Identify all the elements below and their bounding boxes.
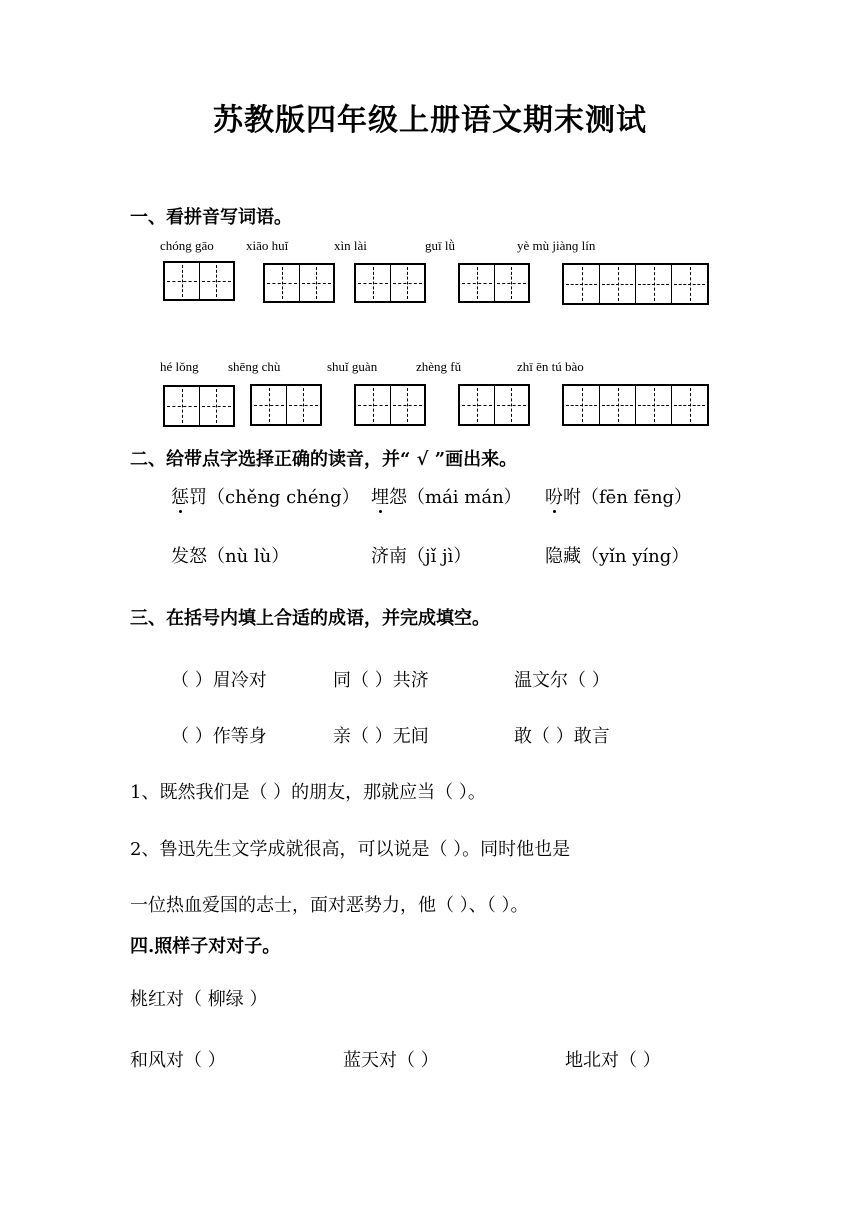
pronunciation-item[interactable]: [545, 483, 692, 509]
dotted-char: 吩: [545, 487, 563, 508]
dotted-char: 惩: [171, 487, 189, 508]
dotted-char: 埋: [371, 487, 389, 508]
pinyin-label: chóng gāo: [160, 238, 214, 253]
pinyin-label: yè mù jiànɡ lín: [517, 238, 596, 253]
section-3-heading: 三、在括号内填上合适的成语，并完成填空。: [130, 608, 490, 629]
writing-grid[interactable]: [263, 263, 335, 303]
idiom-blank[interactable]: 温文尔（ ）: [514, 670, 610, 691]
pinyin-label: zhī ēn tú bào: [517, 359, 584, 374]
pronunciation-item[interactable]: [171, 483, 360, 509]
fill-sentence-2[interactable]: 2、鲁迅先生文学成就很高，可以说是（ ）。同时他也是: [130, 839, 571, 860]
section-2-heading: 二、给带点字选择正确的读音，并“ √ ”画出来。: [130, 449, 518, 470]
writing-grid[interactable]: [562, 384, 709, 426]
pronunciation-item[interactable]: 隐藏（yǐn yíng）: [545, 546, 690, 567]
couplet-example: 桃红对（ 柳绿 ）: [130, 989, 268, 1010]
writing-grid[interactable]: [163, 261, 235, 301]
pronunciation-options: 怨（mái mán）: [389, 487, 522, 508]
fill-sentence-2-cont[interactable]: 一位热血爱国的志士，面对恶势力，他（ ）、（ ）。: [130, 895, 529, 916]
writing-grid[interactable]: [163, 385, 235, 427]
couplet-blank[interactable]: 和风对（ ）: [130, 1050, 226, 1071]
pronunciation-options: 罚（chěng chéng）: [189, 487, 360, 508]
writing-grid[interactable]: [354, 263, 426, 303]
fill-sentence-1[interactable]: 1、既然我们是（ ）的朋友，那就应当（ ）。: [130, 782, 486, 803]
idiom-blank[interactable]: （ ）作等身: [171, 726, 267, 747]
section-4-heading: 四.照样子对对子。: [130, 936, 281, 957]
pinyin-label: shēng chù: [228, 359, 281, 374]
page-title: 苏教版四年级上册语文期末测试: [213, 103, 647, 138]
pinyin-label: guī lǜ: [425, 238, 455, 253]
pronunciation-item[interactable]: [371, 483, 522, 509]
idiom-blank[interactable]: 亲（ ）无间: [333, 726, 429, 747]
idiom-blank[interactable]: 敢（ ）敢言: [514, 726, 610, 747]
pinyin-label: xìn lài: [334, 238, 367, 253]
writing-grid[interactable]: [458, 263, 530, 303]
writing-grid[interactable]: [458, 384, 530, 426]
idiom-blank[interactable]: 同（ ）共济: [333, 670, 429, 691]
couplet-blank[interactable]: 蓝天对（ ）: [343, 1050, 439, 1071]
pronunciation-options: 咐（fēn fēng）: [563, 487, 693, 508]
idiom-blank[interactable]: （ ）眉冷对: [171, 670, 267, 691]
writing-grid[interactable]: [354, 384, 426, 426]
pronunciation-item[interactable]: 济南（jǐ jì）: [371, 546, 472, 567]
writing-grid[interactable]: [250, 384, 322, 426]
pinyin-label: hé lǒng: [160, 359, 199, 374]
section-1-heading: 一、看拼音写词语。: [130, 207, 292, 228]
writing-grid[interactable]: [562, 263, 709, 305]
pinyin-label: shuǐ guàn: [327, 359, 378, 374]
couplet-blank[interactable]: 地北对（ ）: [565, 1050, 661, 1071]
pronunciation-item[interactable]: 发怒（nù lù）: [171, 546, 290, 567]
pinyin-label: zhèng fǔ: [416, 359, 462, 374]
pinyin-label: xiāo huǐ: [246, 238, 289, 253]
